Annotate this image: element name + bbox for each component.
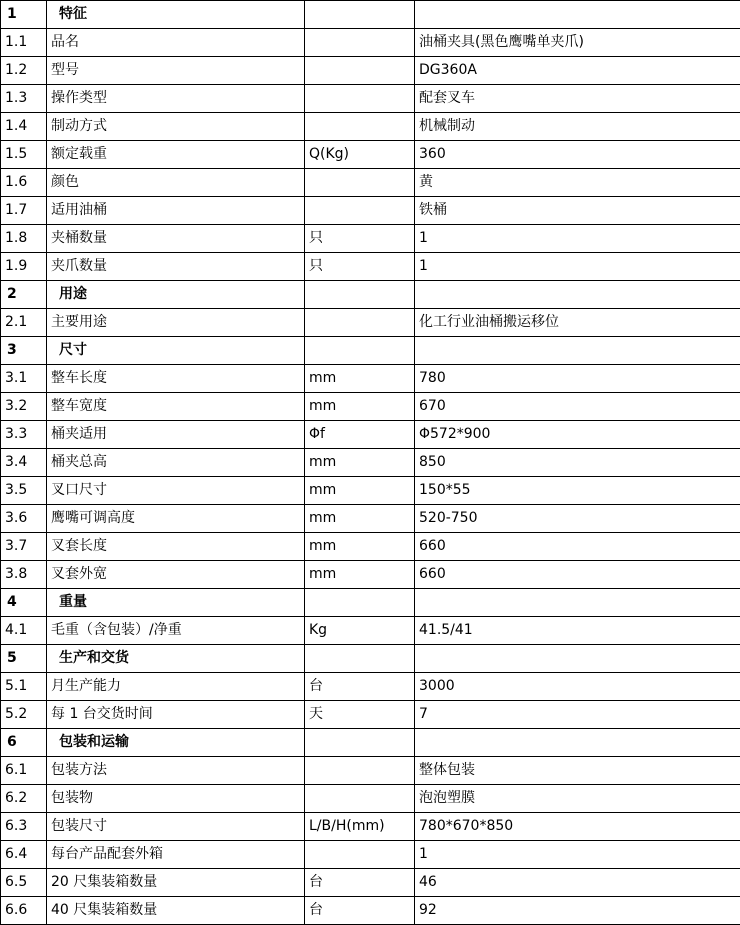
table-cell-item: 夹爪数量: [47, 253, 305, 281]
table-cell-unit: [305, 1, 415, 29]
table-cell-no: 3.1: [1, 365, 47, 393]
table-cell-no: 6.2: [1, 785, 47, 813]
table-cell-unit: [305, 645, 415, 673]
table-cell-item: 叉口尺寸: [47, 477, 305, 505]
table-cell-no: 3: [1, 337, 47, 365]
table-cell-item: 整车宽度: [47, 393, 305, 421]
table-row: [1, 897, 740, 925]
table-cell-value: 660: [415, 561, 740, 589]
table-row: [1, 29, 740, 57]
table-cell-value: 46: [415, 869, 740, 897]
table-cell-item: 20 尺集装箱数量: [47, 869, 305, 897]
table-row: [1, 281, 740, 309]
table-cell-value: 780*670*850: [415, 813, 740, 841]
table-cell-no: 3.3: [1, 421, 47, 449]
table-cell-no: 1.6: [1, 169, 47, 197]
table-cell-unit: Q(Kg): [305, 141, 415, 169]
table-cell-unit: mm: [305, 449, 415, 477]
table-cell-unit: L/B/H(mm): [305, 813, 415, 841]
table-cell-unit: mm: [305, 365, 415, 393]
table-cell-no: 3.2: [1, 393, 47, 421]
table-cell-value: DG360A: [415, 57, 740, 85]
table-cell-item: 颜色: [47, 169, 305, 197]
table-cell-item: 操作类型: [47, 85, 305, 113]
table-row: [1, 841, 740, 869]
table-row: [1, 197, 740, 225]
table-row: [1, 645, 740, 673]
table-cell-no: 5.2: [1, 701, 47, 729]
table-cell-item: 适用油桶: [47, 197, 305, 225]
table-cell-value: 3000: [415, 673, 740, 701]
table-cell-value: 850: [415, 449, 740, 477]
table-cell-value: 660: [415, 533, 740, 561]
table-cell-value: [415, 281, 740, 309]
table-cell-value: Φ572*900: [415, 421, 740, 449]
table-cell-no: 6.6: [1, 897, 47, 925]
table-cell-unit: 台: [305, 869, 415, 897]
table-cell-value: 油桶夹具(黑色鹰嘴单夹爪): [415, 29, 740, 57]
table-cell-value: 配套叉车: [415, 85, 740, 113]
table-cell-item: 夹桶数量: [47, 225, 305, 253]
table-cell-item: 40 尺集装箱数量: [47, 897, 305, 925]
table-cell-unit: [305, 309, 415, 337]
table-cell-value: 1: [415, 253, 740, 281]
table-cell-no: 4.1: [1, 617, 47, 645]
table-cell-value: 780: [415, 365, 740, 393]
table-cell-no: 3.8: [1, 561, 47, 589]
table-cell-value: 机械制动: [415, 113, 740, 141]
table-cell-unit: [305, 113, 415, 141]
table-row: [1, 225, 740, 253]
table-row: [1, 85, 740, 113]
table-cell-unit: mm: [305, 505, 415, 533]
table-row: [1, 365, 740, 393]
table-cell-unit: [305, 589, 415, 617]
table-cell-unit: [305, 785, 415, 813]
table-cell-item: 鹰嘴可调高度: [47, 505, 305, 533]
table-cell-unit: 只: [305, 253, 415, 281]
table-cell-no: 1.4: [1, 113, 47, 141]
table-cell-unit: [305, 281, 415, 309]
table-cell-value: 41.5/41: [415, 617, 740, 645]
table-row: [1, 141, 740, 169]
table-cell-unit: Φf: [305, 421, 415, 449]
table-cell-unit: 天: [305, 701, 415, 729]
table-cell-value: [415, 589, 740, 617]
table-cell-item: 额定载重: [47, 141, 305, 169]
table-cell-unit: Kg: [305, 617, 415, 645]
table-cell-value: 1: [415, 225, 740, 253]
table-row: [1, 561, 740, 589]
table-row: [1, 169, 740, 197]
table-row: [1, 701, 740, 729]
table-cell-no: 3.5: [1, 477, 47, 505]
table-row: [1, 253, 740, 281]
table-row: [1, 617, 740, 645]
table-cell-no: 5.1: [1, 673, 47, 701]
table-cell-value: 整体包装: [415, 757, 740, 785]
table-row: [1, 57, 740, 85]
table-cell-no: 3.4: [1, 449, 47, 477]
table-cell-unit: 台: [305, 673, 415, 701]
table-cell-unit: [305, 757, 415, 785]
table-row: [1, 869, 740, 897]
table-cell-unit: mm: [305, 561, 415, 589]
table-cell-unit: [305, 85, 415, 113]
table-cell-item: 用途: [47, 281, 305, 309]
table-cell-no: 5: [1, 645, 47, 673]
table-cell-value: 7: [415, 701, 740, 729]
table-cell-item: 桶夹适用: [47, 421, 305, 449]
table-cell-unit: [305, 57, 415, 85]
table-row: [1, 337, 740, 365]
table-cell-value: 520-750: [415, 505, 740, 533]
table-cell-unit: [305, 841, 415, 869]
table-row: [1, 785, 740, 813]
table-cell-item: 每台产品配套外箱: [47, 841, 305, 869]
table-cell-item: 包装方法: [47, 757, 305, 785]
table-cell-no: 1.7: [1, 197, 47, 225]
table-cell-no: 6.4: [1, 841, 47, 869]
table-cell-item: 每 1 台交货时间: [47, 701, 305, 729]
table-cell-value: 670: [415, 393, 740, 421]
table-cell-no: 6: [1, 729, 47, 757]
table-cell-no: 6.1: [1, 757, 47, 785]
table-cell-value: 1: [415, 841, 740, 869]
table-cell-unit: [305, 169, 415, 197]
table-cell-no: 1.3: [1, 85, 47, 113]
table-cell-item: 尺寸: [47, 337, 305, 365]
table-row: [1, 533, 740, 561]
table-row: [1, 449, 740, 477]
table-row: [1, 589, 740, 617]
table-cell-no: 1.8: [1, 225, 47, 253]
table-row: [1, 113, 740, 141]
table-cell-item: 整车长度: [47, 365, 305, 393]
table-cell-no: 3.7: [1, 533, 47, 561]
table-cell-value: 化工行业油桶搬运移位: [415, 309, 740, 337]
table-cell-no: 1.1: [1, 29, 47, 57]
table-cell-unit: [305, 29, 415, 57]
table-cell-value: [415, 337, 740, 365]
table-cell-value: [415, 729, 740, 757]
table-cell-no: 6.5: [1, 869, 47, 897]
table-cell-unit: mm: [305, 477, 415, 505]
table-cell-value: 92: [415, 897, 740, 925]
table-cell-value: 150*55: [415, 477, 740, 505]
table-cell-item: 包装和运输: [47, 729, 305, 757]
table-cell-value: [415, 645, 740, 673]
table-row: [1, 757, 740, 785]
table-cell-value: 泡泡塑膜: [415, 785, 740, 813]
table-cell-no: 1.9: [1, 253, 47, 281]
table-cell-item: 制动方式: [47, 113, 305, 141]
table-cell-item: 桶夹总高: [47, 449, 305, 477]
table-cell-item: 叉套外宽: [47, 561, 305, 589]
table-cell-item: 生产和交货: [47, 645, 305, 673]
table-cell-value: 铁桶: [415, 197, 740, 225]
table-cell-unit: 台: [305, 897, 415, 925]
table-cell-item: 特征: [47, 1, 305, 29]
table-cell-value: 黄: [415, 169, 740, 197]
table-cell-no: 1.2: [1, 57, 47, 85]
table-row: [1, 1, 740, 29]
table-cell-unit: [305, 337, 415, 365]
table-row: [1, 729, 740, 757]
table-row: [1, 393, 740, 421]
table-cell-no: 2: [1, 281, 47, 309]
table-cell-unit: 只: [305, 225, 415, 253]
table-cell-no: 2.1: [1, 309, 47, 337]
table-cell-value: 360: [415, 141, 740, 169]
table-cell-no: 1.5: [1, 141, 47, 169]
table-row: [1, 673, 740, 701]
table-row: [1, 309, 740, 337]
table-row: [1, 505, 740, 533]
table-row: [1, 477, 740, 505]
table-cell-item: 包装物: [47, 785, 305, 813]
table-cell-unit: mm: [305, 393, 415, 421]
table-cell-item: 包装尺寸: [47, 813, 305, 841]
table-cell-no: 6.3: [1, 813, 47, 841]
table-cell-unit: mm: [305, 533, 415, 561]
table-cell-item: 型号: [47, 57, 305, 85]
table-row: [1, 421, 740, 449]
table-row: [1, 813, 740, 841]
table-cell-item: 叉套长度: [47, 533, 305, 561]
table-cell-unit: [305, 729, 415, 757]
table-cell-value: [415, 1, 740, 29]
table-cell-item: 品名: [47, 29, 305, 57]
table-cell-item: 月生产能力: [47, 673, 305, 701]
table-cell-item: 重量: [47, 589, 305, 617]
table-cell-item: 主要用途: [47, 309, 305, 337]
table-cell-no: 1: [1, 1, 47, 29]
table-cell-no: 3.6: [1, 505, 47, 533]
specification-table-body: [1, 1, 740, 925]
table-cell-unit: [305, 197, 415, 225]
table-cell-item: 毛重（含包装）/净重: [47, 617, 305, 645]
table-cell-no: 4: [1, 589, 47, 617]
